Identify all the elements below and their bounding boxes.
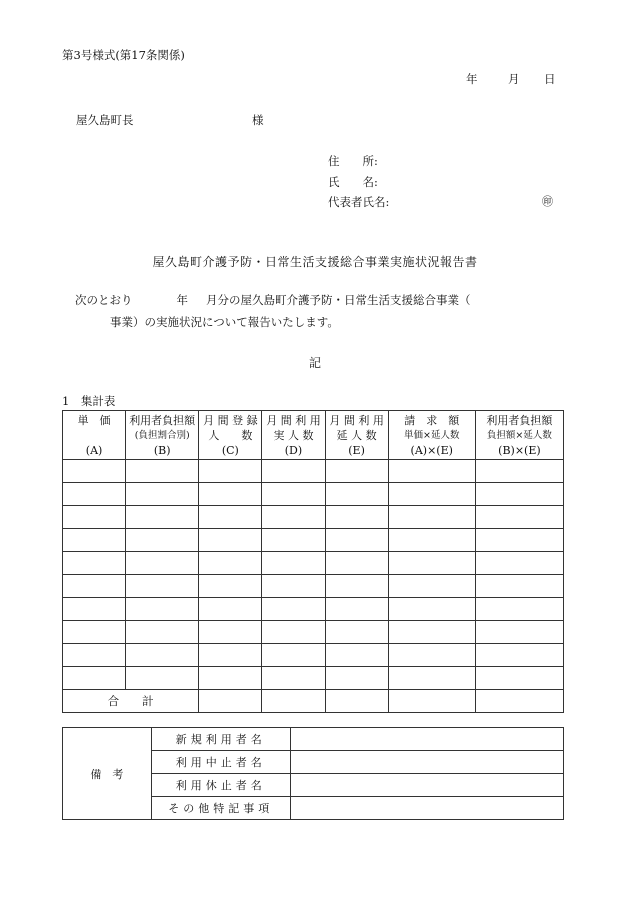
table-cell[interactable] — [63, 621, 126, 644]
table-cell[interactable] — [262, 621, 325, 644]
seal-mark: ㊞ — [542, 195, 553, 208]
table-cell[interactable] — [126, 506, 199, 529]
summary-table-header — [63, 411, 564, 460]
total-cell[interactable] — [388, 690, 475, 713]
table-cell[interactable] — [199, 667, 262, 690]
header-user-burden: 利用者負担額 (負担割合別) (B) — [126, 411, 199, 460]
table-cell[interactable] — [325, 575, 388, 598]
table-cell[interactable] — [325, 667, 388, 690]
table-cell[interactable] — [63, 506, 126, 529]
table-row — [63, 644, 564, 667]
applicant-representative-label: 代表者氏名: — [328, 195, 390, 209]
total-row — [63, 690, 564, 713]
table-cell[interactable] — [262, 598, 325, 621]
total-cell[interactable] — [475, 690, 563, 713]
date-day-label: 日 — [544, 72, 556, 86]
table-cell[interactable] — [199, 575, 262, 598]
document-title: 屋久島町介護予防・日常生活支援総合事業実施状況報告書 — [152, 255, 478, 269]
addressee: 屋久島町長 — [76, 113, 134, 127]
applicant-address-label: 住 所: — [328, 154, 378, 168]
table-cell[interactable] — [475, 460, 563, 483]
table-cell[interactable] — [325, 552, 388, 575]
summary-section-title: 1 集計表 — [62, 394, 116, 408]
table-cell[interactable] — [126, 529, 199, 552]
table-cell[interactable] — [262, 483, 325, 506]
table-cell[interactable] — [262, 667, 325, 690]
table-cell[interactable] — [63, 575, 126, 598]
remarks-suspended-users-field[interactable] — [290, 774, 563, 797]
table-cell[interactable] — [63, 667, 126, 690]
table-cell[interactable] — [475, 667, 563, 690]
total-cell[interactable] — [262, 690, 325, 713]
table-cell[interactable] — [388, 644, 475, 667]
remarks-other-notes-label: その他特記事項 — [151, 797, 290, 820]
body-line-2: 事業）の実施状況について報告いたします。 — [110, 315, 339, 329]
table-cell[interactable] — [475, 529, 563, 552]
table-cell[interactable] — [63, 483, 126, 506]
table-cell[interactable] — [388, 552, 475, 575]
table-cell[interactable] — [388, 506, 475, 529]
table-cell[interactable] — [262, 460, 325, 483]
table-row — [63, 667, 564, 690]
header-unit-price: 単 価 (A) — [63, 411, 126, 460]
table-cell[interactable] — [126, 575, 199, 598]
date-month-label: 月 — [508, 72, 520, 86]
table-cell[interactable] — [126, 644, 199, 667]
table-row — [63, 506, 564, 529]
table-cell[interactable] — [325, 644, 388, 667]
table-cell[interactable] — [475, 483, 563, 506]
summary-table — [62, 410, 564, 713]
table-cell[interactable] — [262, 575, 325, 598]
remarks-discontinued-users-field[interactable] — [290, 751, 563, 774]
table-row — [63, 598, 564, 621]
table-cell[interactable] — [199, 598, 262, 621]
table-cell[interactable] — [262, 506, 325, 529]
remarks-new-users-field[interactable] — [290, 728, 563, 751]
applicant-name-label: 氏 名: — [328, 175, 378, 189]
table-cell[interactable] — [388, 621, 475, 644]
remarks-other-notes-field[interactable] — [290, 797, 563, 820]
table-cell[interactable] — [199, 460, 262, 483]
table-cell[interactable] — [199, 529, 262, 552]
table-cell[interactable] — [388, 529, 475, 552]
table-cell[interactable] — [475, 598, 563, 621]
table-cell[interactable] — [388, 598, 475, 621]
remarks-new-users-label: 新規利用者名 — [151, 728, 290, 751]
table-row — [63, 483, 564, 506]
table-cell[interactable] — [325, 529, 388, 552]
table-cell[interactable] — [475, 552, 563, 575]
table-cell[interactable] — [325, 483, 388, 506]
table-cell[interactable] — [262, 529, 325, 552]
table-cell[interactable] — [388, 460, 475, 483]
table-cell[interactable] — [126, 621, 199, 644]
header-user-burden-total: 利用者負担額 負担額×延人数 (B)×(E) — [475, 411, 563, 460]
total-cell[interactable] — [325, 690, 388, 713]
total-label: 合 計 — [63, 690, 199, 713]
header-monthly-registered: 月 間 登 録 人 数 (C) — [199, 411, 262, 460]
table-cell[interactable] — [262, 644, 325, 667]
table-cell[interactable] — [475, 506, 563, 529]
table-cell[interactable] — [388, 575, 475, 598]
table-cell[interactable] — [63, 598, 126, 621]
body-line-1-part-c: 月分の屋久島町介護予防・日常生活支援総合事業（ — [206, 293, 471, 307]
date-year-label: 年 — [466, 72, 478, 86]
table-cell[interactable] — [475, 575, 563, 598]
table-cell[interactable] — [475, 621, 563, 644]
remarks-label: 備 考 — [63, 728, 152, 820]
table-cell[interactable] — [325, 621, 388, 644]
table-cell[interactable] — [388, 667, 475, 690]
header-monthly-total-users: 月 間 利 用 延 人 数 (E) — [325, 411, 388, 460]
table-row — [63, 552, 564, 575]
table-cell[interactable] — [63, 552, 126, 575]
header-billing-amount: 請 求 額 単価×延人数 (A)×(E) — [388, 411, 475, 460]
table-row — [63, 621, 564, 644]
table-cell[interactable] — [63, 460, 126, 483]
table-cell[interactable] — [126, 460, 199, 483]
body-line-1-part-b: 年 — [176, 293, 188, 307]
remarks-table — [62, 727, 564, 820]
addressee-suffix: 様 — [252, 113, 264, 127]
table-cell[interactable] — [199, 621, 262, 644]
table-row — [63, 529, 564, 552]
table-cell[interactable] — [126, 667, 199, 690]
table-cell[interactable] — [63, 644, 126, 667]
table-cell[interactable] — [325, 598, 388, 621]
total-cell[interactable] — [199, 690, 262, 713]
form-number: 第3号様式(第17条関係) — [62, 48, 185, 62]
table-row — [63, 460, 564, 483]
body-line-1 — [75, 292, 471, 308]
table-cell[interactable] — [388, 483, 475, 506]
table-cell[interactable] — [126, 483, 199, 506]
ki-heading: 記 — [308, 356, 321, 370]
table-cell[interactable] — [325, 460, 388, 483]
table-cell[interactable] — [63, 529, 126, 552]
remarks-row — [63, 728, 564, 751]
table-cell[interactable] — [199, 483, 262, 506]
remarks-suspended-users-label: 利用休止者名 — [151, 774, 290, 797]
table-cell[interactable] — [199, 644, 262, 667]
body-line-1-part-a: 次のとおり — [75, 293, 133, 307]
table-cell[interactable] — [199, 552, 262, 575]
table-cell[interactable] — [262, 552, 325, 575]
table-cell[interactable] — [475, 644, 563, 667]
remarks-discontinued-users-label: 利用中止者名 — [151, 751, 290, 774]
table-cell[interactable] — [325, 506, 388, 529]
table-cell[interactable] — [126, 552, 199, 575]
header-monthly-actual-users: 月 間 利 用 実 人 数 (D) — [262, 411, 325, 460]
table-row — [63, 575, 564, 598]
table-cell[interactable] — [126, 598, 199, 621]
table-cell[interactable] — [199, 506, 262, 529]
